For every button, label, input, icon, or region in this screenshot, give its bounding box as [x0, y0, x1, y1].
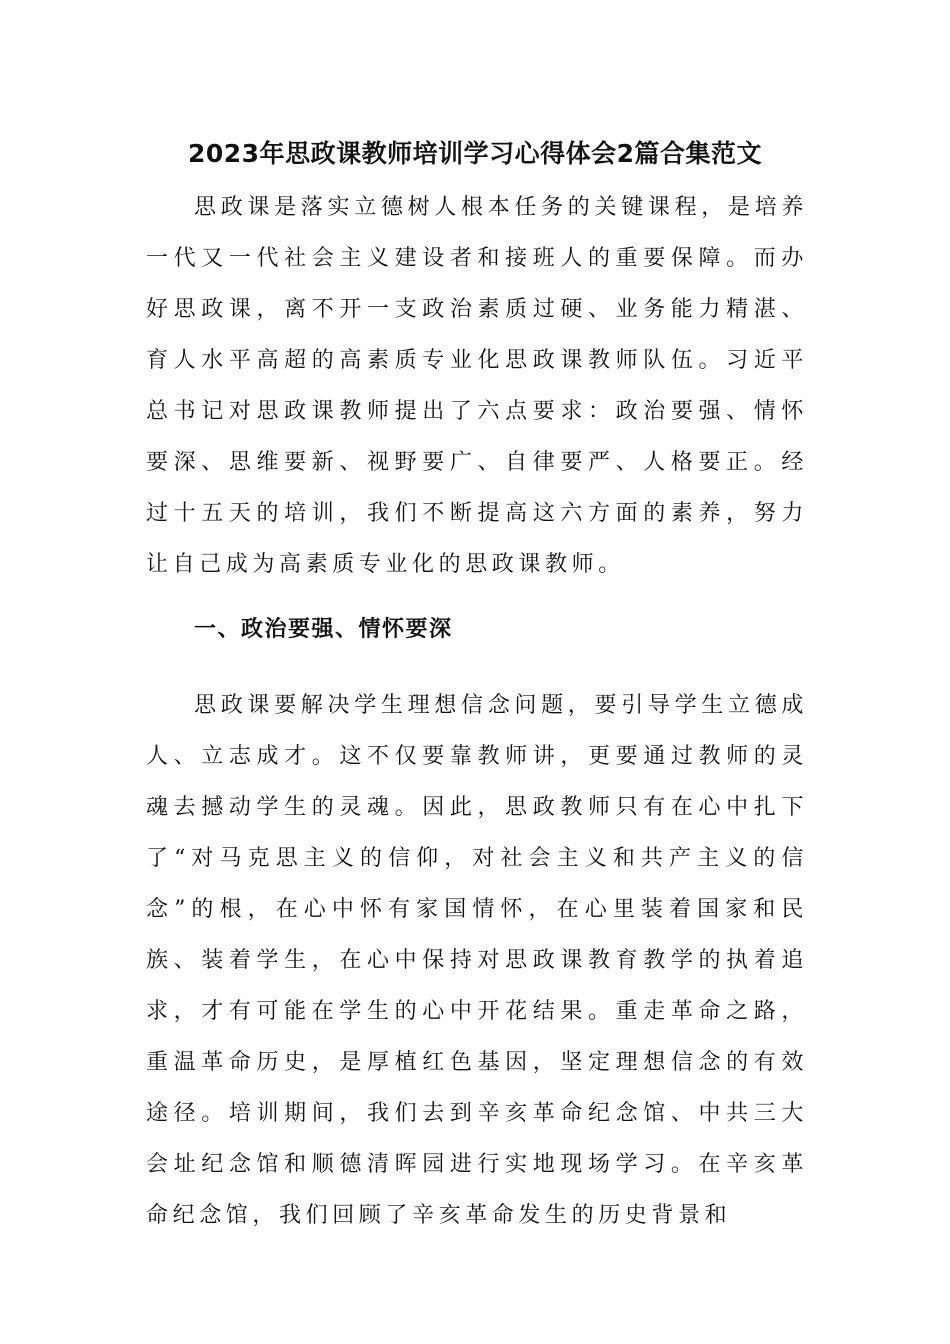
section-heading: 一、政治要强、情怀要深 [194, 617, 453, 642]
intro-paragraph: 思政课是落实立德树人根本任务的关键课程，是培养一代又一代社会主义建设者和接班人的重要保障。而办好思政课，离不开一支政治素质过硬、业务能力精湛、育人水平高超的高素质专业化思政课教师队伍。习近平总书记对思政课教师提出了六点要求：政治要强、情怀要深、思维要新、视野要广、自律要严、人格要正。经过十五天的培训，我们不断提高这六方面的素养，努力让自己成为高素质专业化的思政课教师。 [146, 195, 808, 577]
section-paragraph: 思政课要解决学生理想信念问题，要引导学生立德成人、立志成才。这不仅要靠教师讲，更要通过教师的灵魂去撼动学生的灵魂。因此，思政教师只有在心中扎下了“对马克思主义的信仰，对社会主义和共产主义的信念”的根，在心中怀有家国情怀，在心里装着国家和民族、装着学生，在心中保持对思政课教育教学的执着追求，才有可能在学生的心中开花结果。重走革命之路，重温革命历史，是厚植红色基因，坚定理想信念的有效途径。培训期间，我们去到辛亥革命纪念馆、中共三大会址纪念馆和顺德清晖园进行实地现场学习。在辛亥革命纪念馆，我们回顾了辛亥革命发生的历史背景和 [146, 693, 808, 1228]
document-title: 2023年思政课教师培训学习心得体会2篇合集范文 [188, 139, 762, 168]
